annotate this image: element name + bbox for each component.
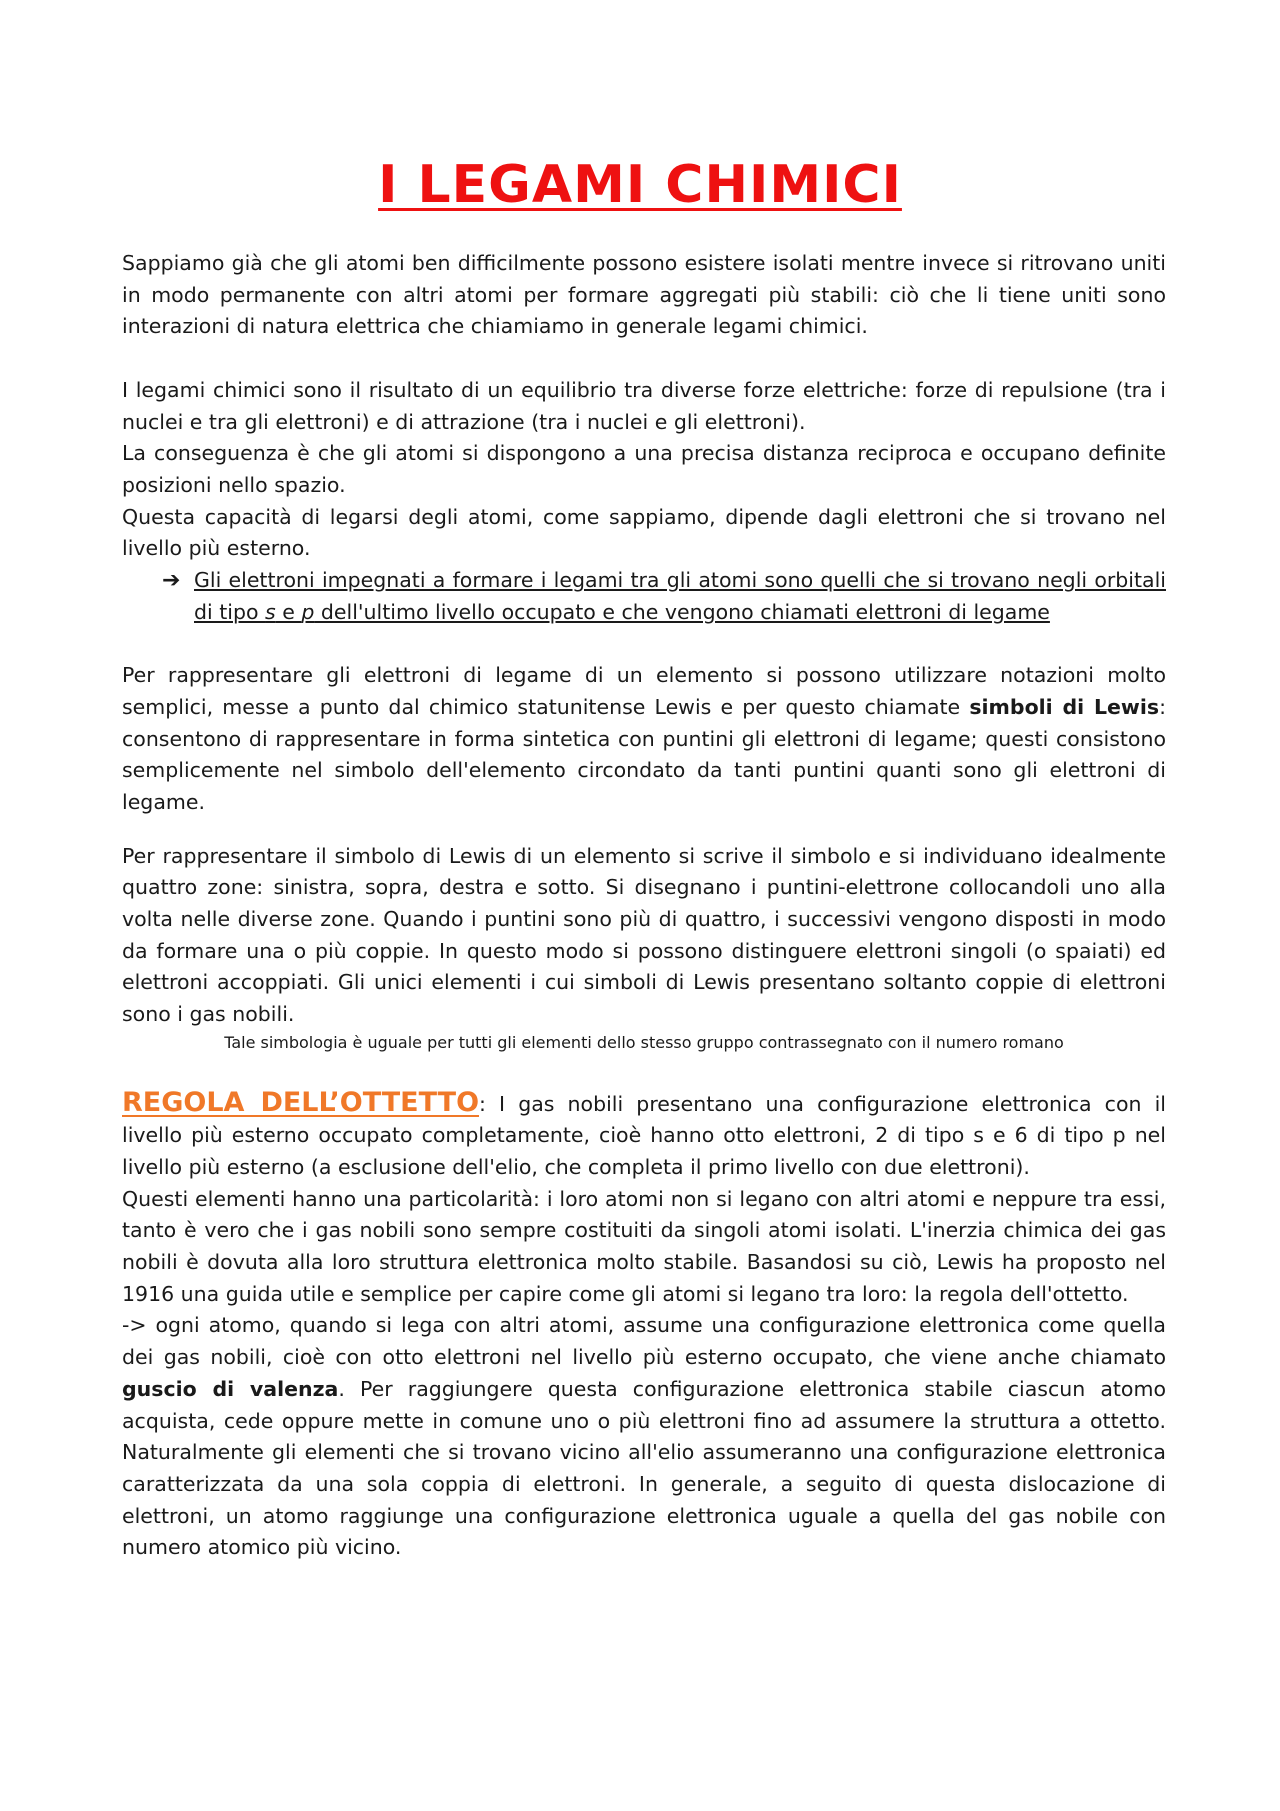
paragraph-lewis-drawing: Per rappresentare il simbolo di Lewis di un elemento si scrive il simbolo e si individuano idealmente quattro zone: sinistra, sopra, destra e sotto. Si disegnano i puntini-elettrone collocandoli uno alla volta nelle diverse zone. Quando i puntini sono più di quattro, i successivi vengono disposti in modo da formare una o più coppie. In questo modo si possono distinguere elettroni singoli (o spaiati) ed elettroni accoppiati. Gli unici elementi i cui simboli di Lewis presentano soltanto coppie di elettroni sono i gas nobili. (122, 843, 1166, 1027)
paragraph-lewis-symbols: Per rappresentare gli elettroni di legame di un elemento si possono utilizzare notazioni molto semplici, messe a punto dal chimico statunitense Lewis e per questo chiamate simboli di Lewis: consentono di rappresentare in forma sintetica con puntini gli elettroni di legame; questi consistono semplicemente nel simbolo dell'elemento circondato da tanti puntini quanti sono gli elettroni di legame. (122, 663, 1167, 814)
paragraph-octet-rule: REGOLA DELL’OTTETTO: I gas nobili presentano una configurazione elettronica con il livello più esterno occupato completamente, cioè hanno otto elettroni, 2 di tipo s e 6 di tipo p nel livello più esterno (a esclusione dell'elio, che completa il primo livello con due elettroni). (122, 1086, 1166, 1179)
arrow-right-icon: ➔ (162, 568, 181, 594)
document-body (122, 248, 1166, 1564)
highlight-point (162, 565, 1166, 628)
paragraph-forces: I legami chimici sono il risultato di un equilibrio tra diverse forze elettriche: forze di repulsione (tra i nuclei e tra gli elettroni) e di attrazione (tra i nuclei e gli elettroni). (122, 377, 1166, 434)
paragraph-noble-gases: Questi elementi hanno una particolarità: i loro atomi non si legano con altri atomi e neppure tra essi, tanto è vero che i gas nobili sono sempre costituiti da singoli atomi isolati. L'inerzia chimica dei gas nobili è dovuta alla loro struttura elettronica molto stabile. Basandosi su ciò, Lewis ha proposto nel 1916 una guida utile e semplice per capire come gli atomi si legano tra loro: la regola dell'ottetto. (122, 1186, 1166, 1306)
highlight-text: Gli elettroni impegnati a formare i legami tra gli atomi sono quelli che si trovano negli orbitali di tipo s e p dell'ultimo livello occupato e che vengono chiamati elettroni di legame (194, 568, 1166, 624)
paragraph-consequence: La conseguenza è che gli atomi si dispongono a una precisa distanza reciproca e occupano definite posizioni nello spazio. (122, 441, 1166, 497)
paragraph-capacity: Questa capacità di legarsi degli atomi, come sappiamo, dipende dagli elettroni che si trovano nel livello più esterno. (122, 504, 1166, 561)
octet-rule-heading: REGOLA DELL’OTTETTO (122, 1086, 480, 1118)
paragraph-intro: Sappiamo già che gli atomi ben difficilmente possono esistere isolati mentre invece si ritrovano uniti in modo permanente con altri atomi per formare aggregati più stabili: ciò che li tiene uniti sono interazioni di natura elettrica che chiamiamo in generale legami chimici. (122, 251, 1166, 339)
paragraph-valence-shell: -> ogni atomo, quando si lega con altri atomi, assume una configurazione elettronica come quella dei gas nobili, cioè con otto elettroni nel livello più esterno occupato, che viene anche chiamato guscio di valenza. Per raggiungere questa configurazione elettronica stabile ciascun atomo acquista, cede oppure mette in comune uno o più elettroni fino ad assumere la struttura a ottetto. Naturalmente gli elementi che si trovano vicino all'elio assumeranno una configurazione elettronica caratterizzata da una sola coppia di elettroni. In generale, a seguito di questa dislocazione di elettroni, un atomo raggiunge una configurazione elettronica uguale a quella del gas nobile con numero atomico più vicino. (122, 1313, 1166, 1560)
page-title: I LEGAMI CHIMICI (378, 155, 902, 215)
note-text: Tale simbologia è uguale per tutti gli elementi dello stesso gruppo contrassegnato con il numero romano (224, 1032, 1064, 1052)
